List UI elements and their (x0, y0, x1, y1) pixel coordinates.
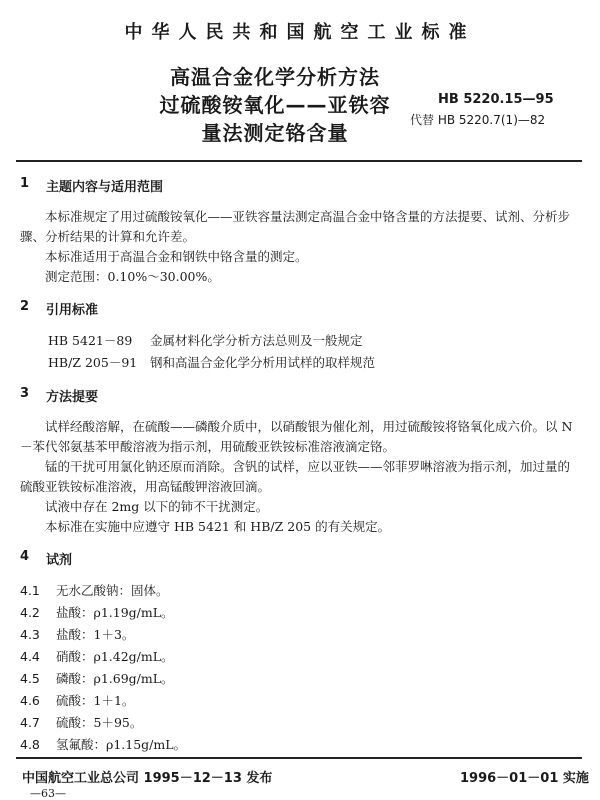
item-text: 硫酸：1＋1。 (56, 693, 135, 708)
title-line-3: 量法测定铬含量 (201, 121, 349, 145)
issue-date: 中国航空工业总公司 1995－12－13 发布 (22, 771, 273, 786)
section-heading (20, 176, 580, 195)
reagent-item (20, 602, 580, 624)
title-line-2: 过硫酸铵氧化——亚铁容 (159, 93, 391, 117)
section-title: 引用标准 (46, 303, 99, 318)
reference-item (48, 330, 580, 352)
item-number: 4.3 (20, 627, 40, 642)
paragraph: 试样经酸溶解，在硫酸——磷酸介质中，以硝酸银为催化剂，用过硫酸铵将铬氧化成六价。以 N－苯代邻氨基苯甲酸溶液为指示剂，用硫酸亚铁铵标准溶液滴定铬。 (20, 419, 573, 454)
item-number: 4.2 (20, 605, 40, 620)
reagent-item (20, 624, 580, 646)
paragraph: 本标准适用于高温合金和钢铁中铬含量的测定。 (45, 249, 308, 264)
paragraph: 锰的干扰可用氯化钠还原而消除。含钒的试样，应以亚铁——邻菲罗啉溶液为指示剂，加过量的硫酸亚铁铵标准溶液，用高锰酸钾溶液回滴。 (20, 459, 571, 494)
reference-title: 钢和高温合金化学分析用试样的取样规范 (149, 355, 375, 370)
item-number: 4.4 (20, 649, 40, 664)
item-number: 4.1 (20, 583, 40, 598)
paragraph: 本标准在实施中应遵守 HB 5421 和 HB/Z 205 的有关规定。 (45, 519, 391, 534)
reagent-item (20, 646, 580, 668)
replaces-standard: 代替 HB 5220.7(1)—82 (410, 113, 546, 127)
page-number: —63— (30, 787, 66, 800)
title-line-1: 高温合金化学分析方法 (170, 65, 380, 89)
section-number: 2 (20, 299, 30, 314)
reference-code: HB 5421－89 (48, 333, 133, 348)
reagent-item (20, 734, 580, 756)
item-text: 磷酸：ρ1.69g/mL。 (56, 671, 174, 686)
reference-list (48, 330, 580, 374)
section-title: 方法提要 (46, 390, 99, 405)
item-text: 硫酸：5＋95。 (56, 715, 143, 730)
reference-item (48, 352, 580, 374)
standard-number: HB 5220.15—95 (438, 92, 554, 107)
section-number: 3 (20, 386, 30, 401)
item-text: 无水乙酸钠：固体。 (56, 583, 169, 598)
item-number: 4.5 (20, 671, 40, 686)
item-text: 盐酸：1＋3。 (56, 627, 135, 642)
reference-title: 金属材料化学分析方法总则及一般规定 (149, 333, 363, 348)
paragraph: 本标准规定了用过硫酸铵氧化——亚铁容量法测定高温合金中铬含量的方法提要、试剂、分析步骤、分析结果的计算和允许差。 (20, 209, 571, 244)
effective-date: 1996－01－01 实施 (460, 771, 589, 786)
footer-divider (16, 757, 582, 759)
item-text: 硝酸：ρ1.42g/mL。 (56, 649, 174, 664)
section-heading (20, 299, 580, 318)
reagent-list (20, 580, 580, 756)
reagent-item (20, 580, 580, 602)
document-title (150, 63, 400, 147)
reagent-item (20, 712, 580, 734)
paragraph: 试液中存在 2mg 以下的铈不干扰测定。 (45, 499, 269, 514)
item-text: 氢氟酸：ρ1.15g/mL。 (56, 737, 187, 752)
header-divider (16, 160, 582, 162)
reagent-item (20, 668, 580, 690)
section-heading (20, 386, 580, 405)
section-title: 试剂 (46, 553, 73, 568)
section-title: 主题内容与适用范围 (46, 180, 164, 195)
document-body (20, 176, 580, 756)
section-number: 1 (20, 176, 30, 191)
paragraph: 测定范围：0.10%～30.00%。 (45, 269, 220, 284)
item-number: 4.6 (20, 693, 40, 708)
reagent-item (20, 690, 580, 712)
section-number: 4 (20, 549, 30, 564)
item-number: 4.7 (20, 715, 40, 730)
reference-code: HB/Z 205－91 (48, 355, 138, 370)
item-text: 盐酸：ρ1.19g/mL。 (56, 605, 174, 620)
section-heading (20, 549, 580, 568)
issuing-org-banner: 中华人民共和国航空工业标准 (124, 22, 476, 43)
item-number: 4.8 (20, 737, 40, 752)
